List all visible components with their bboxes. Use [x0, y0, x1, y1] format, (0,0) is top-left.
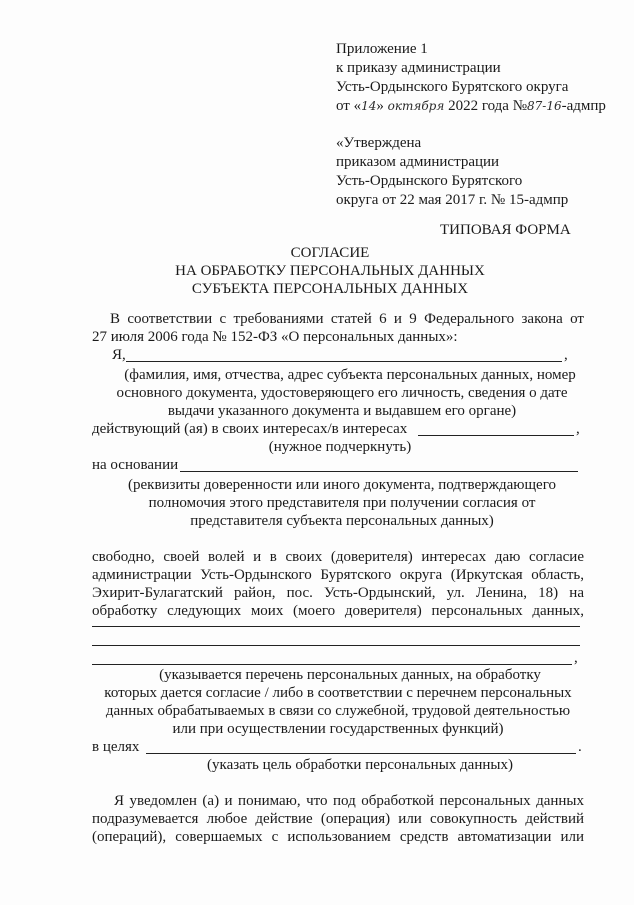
handwritten-number: 87-16 [527, 99, 562, 113]
approved-line-2: приказом администрации [336, 154, 500, 170]
hint-data-line-2: которых дается согласие / либо в соответствии с перечнем персональных [104, 685, 572, 701]
header-date-prefix: от « [336, 98, 362, 114]
header-year: 2022 года № [444, 98, 528, 114]
name-fill-line[interactable] [126, 361, 562, 362]
hint-data-line-1: (указывается перечень персональных данных, на обработку [159, 667, 541, 683]
hint-name-line-3: выдачи указанного документа и выдавшем его органе) [167, 403, 517, 419]
consent-line-1: свободно, своей волей и в своих (доверителя) интересах даю согласие [92, 549, 584, 565]
approved-line-1: «Утверждена [336, 135, 422, 151]
hint-name-line-1: (фамилия, имя, отчества, адрес субъекта персональных данных, номер [124, 367, 576, 383]
data-list-comma: , [574, 650, 578, 666]
header-line-4 [336, 97, 606, 115]
header-date-mid: » [376, 98, 384, 114]
data-list-line-2[interactable] [92, 645, 580, 646]
data-list-line-3[interactable] [92, 664, 572, 665]
intro-line-1: В соответствии с требованиями статей 6 и 9 Федерального закона от [110, 311, 584, 327]
header-line-1: Приложение 1 [336, 41, 428, 57]
acting-fill-line[interactable] [418, 435, 574, 436]
notice-line-2: подразумевается любое действие (операция) или совокупность действий [92, 811, 584, 827]
header-line-3: Усть-Ордынского Бурятского округа [336, 79, 569, 95]
basis-label: на основании [92, 457, 179, 473]
typical-form-label: ТИПОВАЯ ФОРМА [440, 222, 571, 238]
intro-line-2: 27 июля 2006 года № 152-ФЗ «О персональных данных»: [92, 329, 458, 345]
acting-label: действующий (ая) в своих интересах/в интересах [92, 421, 408, 437]
hint-name-line-2: основного документа, удостоверяющего его личность, сведения о дате [116, 385, 568, 401]
approved-line-3: Усть-Ордынского Бурятского [336, 173, 523, 189]
hint-purpose: (указать цель обработки персональных данных) [207, 757, 513, 773]
basis-fill-line[interactable] [180, 471, 578, 472]
hint-basis-line-2: полномочия этого представителя при получении согласия от [148, 495, 536, 511]
purpose-label: в целях [92, 739, 140, 755]
acting-comma: , [576, 421, 580, 437]
header-line-2: к приказу администрации [336, 60, 501, 76]
title-line-3: СУБЪЕКТА ПЕРСОНАЛЬНЫХ ДАННЫХ [191, 281, 469, 297]
title-line-2: НА ОБРАБОТКУ ПЕРСОНАЛЬНЫХ ДАННЫХ [175, 263, 485, 279]
hint-basis-line-1: (реквизиты доверенности или иного документа, подтверждающего [128, 477, 556, 493]
purpose-fill-line[interactable] [146, 753, 576, 754]
handwritten-month: октября [387, 99, 445, 113]
consent-line-4: обработку следующих моих (моего доверителя) персональных данных, [92, 603, 584, 619]
notice-line-1: Я уведомлен (а) и понимаю, что под обработкой персональных данных [114, 793, 584, 809]
header-number-suffix: -адмпр [561, 98, 606, 114]
hint-basis-line-3: представителя субъекта персональных данных) [190, 513, 494, 529]
name-comma: , [564, 347, 568, 363]
hint-data-line-4: или при осуществлении государственных функций) [172, 721, 504, 737]
title-line-1: СОГЛАСИЕ [290, 245, 370, 261]
purpose-period: . [578, 739, 582, 755]
hint-data-line-3: данных обрабатываемых в связи со служебной, трудовой деятельностью [105, 703, 571, 719]
approved-line-4: округа от 22 мая 2017 г. № 15-адмпр [336, 192, 569, 208]
notice-line-3: (операций), совершаемых с использованием средств автоматизации или [92, 829, 584, 845]
consent-line-3: Эхирит-Булагатский район, пос. Усть-Ордынский, ул. Ленина, 18) на [92, 585, 584, 601]
data-list-line-1[interactable] [92, 626, 580, 627]
hint-underline-needed: (нужное подчеркнуть) [268, 439, 412, 455]
ya-label: Я, [112, 347, 126, 363]
consent-line-2: администрации Усть-Ордынского Бурятского округа (Иркутская область, [92, 567, 584, 583]
handwritten-day: 14 [361, 99, 377, 113]
